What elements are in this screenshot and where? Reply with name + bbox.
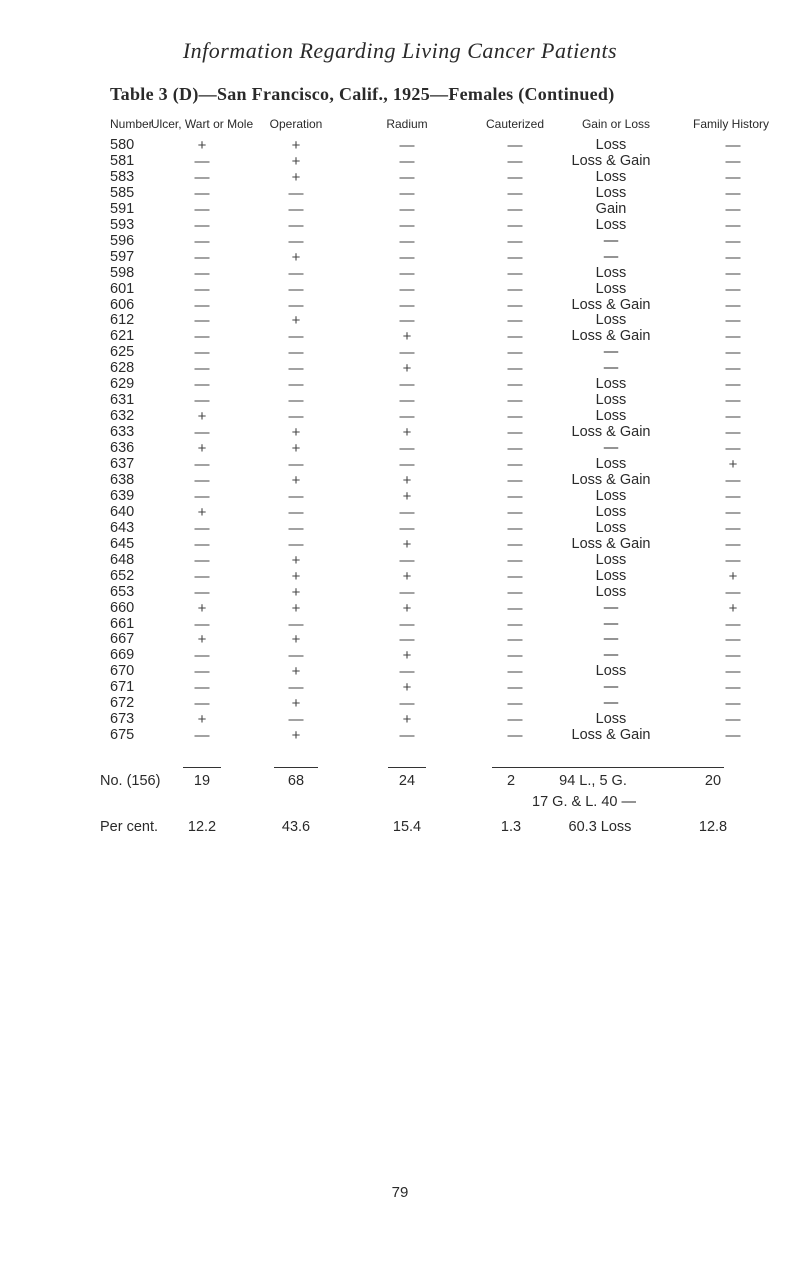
cell-radium: — bbox=[399, 137, 415, 154]
cell-number: 673 bbox=[110, 711, 135, 727]
cell-radium: — bbox=[399, 552, 415, 569]
cell-ulcer: — bbox=[194, 488, 210, 505]
cell-cauterized: — bbox=[507, 440, 523, 457]
total-rule-radium bbox=[388, 767, 426, 768]
cell-family-history: — bbox=[725, 360, 741, 377]
cell-cauterized: — bbox=[507, 472, 523, 489]
cell-operation: — bbox=[288, 281, 304, 298]
cell-radium: + bbox=[402, 568, 412, 585]
cell-ulcer: — bbox=[194, 201, 210, 218]
cell-number: 660 bbox=[110, 600, 135, 616]
cell-number: 670 bbox=[110, 663, 135, 679]
cell-family-history: + bbox=[728, 568, 738, 585]
cell-cauterized: — bbox=[507, 185, 523, 202]
cell-family-history: — bbox=[725, 328, 741, 345]
cell-family-history: — bbox=[725, 265, 741, 282]
percent-label: Per cent. bbox=[100, 819, 159, 835]
cell-gain-loss: Loss bbox=[595, 663, 627, 679]
cell-cauterized: — bbox=[507, 568, 523, 585]
percent-gain-loss: 60.3 Loss bbox=[568, 819, 632, 835]
cell-operation: + bbox=[291, 727, 301, 744]
cell-gain-loss: Loss & Gain bbox=[571, 297, 651, 313]
cell-number: 637 bbox=[110, 456, 135, 472]
cell-operation: — bbox=[288, 504, 304, 521]
cell-ulcer: — bbox=[194, 265, 210, 282]
cell-number: 638 bbox=[110, 472, 135, 488]
cell-radium: — bbox=[399, 663, 415, 680]
cell-family-history: — bbox=[725, 504, 741, 521]
cell-radium: — bbox=[399, 504, 415, 521]
cell-number: 652 bbox=[110, 568, 135, 584]
cell-cauterized: — bbox=[507, 328, 523, 345]
cell-number: 633 bbox=[110, 424, 135, 440]
cell-ulcer: + bbox=[197, 137, 207, 154]
cell-family-history: — bbox=[725, 631, 741, 648]
cell-ulcer: — bbox=[194, 217, 210, 234]
cell-cauterized: — bbox=[507, 727, 523, 744]
percent-radium: 15.4 bbox=[392, 819, 422, 835]
cell-cauterized: — bbox=[507, 456, 523, 473]
cell-operation: — bbox=[288, 408, 304, 425]
cell-gain-loss: Loss & Gain bbox=[571, 472, 651, 488]
cell-operation: + bbox=[291, 169, 301, 186]
cell-operation: — bbox=[288, 616, 304, 633]
cell-gain-loss: Loss & Gain bbox=[571, 424, 651, 440]
percent-operation: 43.6 bbox=[281, 819, 311, 835]
cell-family-history: — bbox=[725, 552, 741, 569]
cell-ulcer: + bbox=[197, 600, 207, 617]
cell-family-history: — bbox=[725, 616, 741, 633]
cell-radium: + bbox=[402, 424, 412, 441]
cell-family-history: — bbox=[725, 233, 741, 250]
cell-cauterized: — bbox=[507, 169, 523, 186]
cell-gain-loss: Loss bbox=[595, 169, 627, 185]
cell-ulcer: — bbox=[194, 568, 210, 585]
cell-operation: + bbox=[291, 137, 301, 154]
cell-family-history: — bbox=[725, 408, 741, 425]
cell-radium: — bbox=[399, 695, 415, 712]
cell-gain-loss: — bbox=[603, 344, 619, 360]
cell-family-history: — bbox=[725, 647, 741, 664]
cell-number: 581 bbox=[110, 153, 135, 169]
cell-family-history: — bbox=[725, 536, 741, 553]
col-header-operation: Operation bbox=[269, 117, 323, 131]
cell-cauterized: — bbox=[507, 695, 523, 712]
percent-ulcer: 12.2 bbox=[187, 819, 217, 835]
cell-gain-loss: Loss bbox=[595, 185, 627, 201]
cell-number: 669 bbox=[110, 647, 135, 663]
cell-ulcer: — bbox=[194, 185, 210, 202]
total-rule-right bbox=[492, 767, 724, 768]
cell-cauterized: — bbox=[507, 376, 523, 393]
cell-number: 596 bbox=[110, 233, 135, 249]
cell-radium: + bbox=[402, 679, 412, 696]
cell-operation: — bbox=[288, 297, 304, 314]
totals-cauterized: 2 bbox=[506, 773, 516, 789]
cell-family-history: — bbox=[725, 137, 741, 154]
cell-family-history: — bbox=[725, 488, 741, 505]
cell-cauterized: — bbox=[507, 616, 523, 633]
cell-radium: — bbox=[399, 281, 415, 298]
cell-operation: + bbox=[291, 631, 301, 648]
cell-radium: — bbox=[399, 233, 415, 250]
cell-operation: — bbox=[288, 344, 304, 361]
cell-ulcer: — bbox=[194, 536, 210, 553]
cell-number: 629 bbox=[110, 376, 135, 392]
cell-gain-loss: Loss bbox=[595, 456, 627, 472]
cell-ulcer: — bbox=[194, 344, 210, 361]
cell-operation: + bbox=[291, 552, 301, 569]
cell-operation: + bbox=[291, 584, 301, 601]
totals-label: No. (156) bbox=[100, 773, 161, 789]
cell-operation: — bbox=[288, 488, 304, 505]
cell-ulcer: — bbox=[194, 472, 210, 489]
cell-number: 621 bbox=[110, 328, 135, 344]
cell-radium: — bbox=[399, 153, 415, 170]
cell-operation: + bbox=[291, 472, 301, 489]
cell-gain-loss: — bbox=[603, 631, 619, 647]
cell-cauterized: — bbox=[507, 233, 523, 250]
cell-gain-loss: Loss bbox=[595, 265, 627, 281]
cell-operation: — bbox=[288, 233, 304, 250]
cell-gain-loss: — bbox=[603, 647, 619, 663]
cell-gain-loss: — bbox=[603, 616, 619, 632]
cell-operation: + bbox=[291, 568, 301, 585]
cell-gain-loss: — bbox=[603, 233, 619, 249]
cell-ulcer: — bbox=[194, 679, 210, 696]
cell-family-history: — bbox=[725, 249, 741, 266]
page-header: Information Regarding Living Cancer Patients bbox=[182, 38, 618, 63]
cell-radium: — bbox=[399, 456, 415, 473]
cell-ulcer: — bbox=[194, 233, 210, 250]
cell-cauterized: — bbox=[507, 552, 523, 569]
cell-operation: + bbox=[291, 440, 301, 457]
table-title: Table 3 (D)—San Francisco, Calif., 1925—Females (Continued) bbox=[110, 84, 615, 104]
col-header-number: Number bbox=[110, 117, 153, 131]
col-header-radium: Radium bbox=[386, 117, 428, 131]
percent-cauterized: 1.3 bbox=[500, 819, 522, 835]
cell-cauterized: — bbox=[507, 137, 523, 154]
cell-gain-loss: Loss bbox=[595, 392, 627, 408]
cell-operation: — bbox=[288, 217, 304, 234]
cell-gain-loss: Loss bbox=[595, 408, 627, 424]
cell-operation: — bbox=[288, 201, 304, 218]
cell-cauterized: — bbox=[507, 679, 523, 696]
cell-family-history: — bbox=[725, 440, 741, 457]
cell-operation: — bbox=[288, 328, 304, 345]
cell-ulcer: — bbox=[194, 392, 210, 409]
cell-family-history: — bbox=[725, 392, 741, 409]
cell-ulcer: — bbox=[194, 456, 210, 473]
cell-family-history: — bbox=[725, 695, 741, 712]
cell-gain-loss: Loss bbox=[595, 488, 627, 504]
cell-gain-loss: Loss & Gain bbox=[571, 536, 651, 552]
cell-ulcer: — bbox=[194, 360, 210, 377]
cell-ulcer: — bbox=[194, 312, 210, 329]
cell-cauterized: — bbox=[507, 584, 523, 601]
cell-family-history: — bbox=[725, 472, 741, 489]
cell-cauterized: — bbox=[507, 520, 523, 537]
cell-operation: — bbox=[288, 360, 304, 377]
cell-operation: + bbox=[291, 153, 301, 170]
cell-cauterized: — bbox=[507, 647, 523, 664]
cell-family-history: — bbox=[725, 424, 741, 441]
cell-operation: + bbox=[291, 424, 301, 441]
cell-ulcer: — bbox=[194, 328, 210, 345]
cell-gain-loss: Loss & Gain bbox=[571, 328, 651, 344]
cell-ulcer: — bbox=[194, 663, 210, 680]
cell-radium: + bbox=[402, 647, 412, 664]
cell-operation: — bbox=[288, 536, 304, 553]
cell-ulcer: — bbox=[194, 249, 210, 266]
cell-number: 636 bbox=[110, 440, 135, 456]
cell-cauterized: — bbox=[507, 312, 523, 329]
cell-operation: — bbox=[288, 185, 304, 202]
cell-radium: — bbox=[399, 520, 415, 537]
col-header-family-history: Family History bbox=[692, 117, 770, 131]
cell-family-history: — bbox=[725, 169, 741, 186]
totals-family: 20 bbox=[704, 773, 722, 789]
cell-cauterized: — bbox=[507, 631, 523, 648]
cell-ulcer: — bbox=[194, 552, 210, 569]
totals-radium: 24 bbox=[398, 773, 416, 789]
cell-number: 639 bbox=[110, 488, 135, 504]
cell-ulcer: — bbox=[194, 727, 210, 744]
cell-ulcer: + bbox=[197, 631, 207, 648]
cell-gain-loss: — bbox=[603, 695, 619, 711]
cell-radium: + bbox=[402, 472, 412, 489]
cell-radium: — bbox=[399, 376, 415, 393]
cell-cauterized: — bbox=[507, 217, 523, 234]
total-rule-operation bbox=[274, 767, 318, 768]
cell-number: 591 bbox=[110, 201, 135, 217]
totals-gain-loss: 94 L., 5 G. bbox=[559, 773, 627, 789]
cell-radium: — bbox=[399, 297, 415, 314]
cell-radium: — bbox=[399, 265, 415, 282]
cell-radium: + bbox=[402, 711, 412, 728]
cell-operation: — bbox=[288, 456, 304, 473]
cell-radium: — bbox=[399, 185, 415, 202]
cell-cauterized: — bbox=[507, 344, 523, 361]
cell-number: 653 bbox=[110, 584, 135, 600]
cell-cauterized: — bbox=[507, 153, 523, 170]
cell-cauterized: — bbox=[507, 392, 523, 409]
cell-ulcer: — bbox=[194, 281, 210, 298]
cell-operation: — bbox=[288, 711, 304, 728]
cell-operation: — bbox=[288, 392, 304, 409]
cell-cauterized: — bbox=[507, 297, 523, 314]
cell-ulcer: — bbox=[194, 584, 210, 601]
cell-radium: — bbox=[399, 344, 415, 361]
cell-gain-loss: Loss & Gain bbox=[571, 727, 651, 743]
cell-family-history: — bbox=[725, 344, 741, 361]
cell-radium: — bbox=[399, 312, 415, 329]
cell-radium: + bbox=[402, 488, 412, 505]
cell-number: 672 bbox=[110, 695, 135, 711]
cell-ulcer: — bbox=[194, 695, 210, 712]
totals-gain-loss-line2: 17 G. & L. 40 — bbox=[532, 794, 636, 810]
cell-number: 632 bbox=[110, 408, 135, 424]
cell-ulcer: — bbox=[194, 647, 210, 664]
cell-cauterized: — bbox=[507, 281, 523, 298]
cell-family-history: — bbox=[725, 217, 741, 234]
cell-number: 598 bbox=[110, 265, 135, 281]
cell-radium: — bbox=[399, 440, 415, 457]
percent-family: 12.8 bbox=[698, 819, 728, 835]
col-header-gain-loss: Gain or Loss bbox=[581, 117, 651, 131]
cell-gain-loss: — bbox=[603, 360, 619, 376]
cell-gain-loss: Loss & Gain bbox=[571, 153, 651, 169]
cell-cauterized: — bbox=[507, 488, 523, 505]
cell-cauterized: — bbox=[507, 536, 523, 553]
cell-family-history: — bbox=[725, 584, 741, 601]
cell-gain-loss: Loss bbox=[595, 217, 627, 233]
cell-number: 583 bbox=[110, 169, 135, 185]
cell-radium: — bbox=[399, 584, 415, 601]
col-header-ulcer: Ulcer, Wart or Mole bbox=[150, 117, 254, 131]
cell-gain-loss: Loss bbox=[595, 376, 627, 392]
cell-number: 606 bbox=[110, 297, 135, 313]
cell-ulcer: — bbox=[194, 153, 210, 170]
cell-gain-loss: Loss bbox=[595, 281, 627, 297]
cell-gain-loss: Gain bbox=[595, 201, 627, 217]
cell-ulcer: + bbox=[197, 711, 207, 728]
cell-gain-loss: Loss bbox=[595, 504, 627, 520]
cell-number: 612 bbox=[110, 312, 135, 328]
cell-number: 628 bbox=[110, 360, 135, 376]
cell-radium: + bbox=[402, 328, 412, 345]
cell-number: 648 bbox=[110, 552, 135, 568]
cell-operation: + bbox=[291, 312, 301, 329]
cell-ulcer: + bbox=[197, 440, 207, 457]
cell-number: 631 bbox=[110, 392, 135, 408]
cell-family-history: + bbox=[728, 456, 738, 473]
cell-family-history: — bbox=[725, 520, 741, 537]
cell-cauterized: — bbox=[507, 265, 523, 282]
total-rule-ulcer bbox=[183, 767, 221, 768]
cell-gain-loss: — bbox=[603, 679, 619, 695]
cell-family-history: — bbox=[725, 679, 741, 696]
cell-family-history: — bbox=[725, 297, 741, 314]
cell-family-history: — bbox=[725, 312, 741, 329]
cell-family-history: — bbox=[725, 727, 741, 744]
cell-ulcer: — bbox=[194, 376, 210, 393]
cell-number: 593 bbox=[110, 217, 135, 233]
cell-number: 643 bbox=[110, 520, 135, 536]
cell-operation: — bbox=[288, 265, 304, 282]
cell-cauterized: — bbox=[507, 504, 523, 521]
cell-family-history: — bbox=[725, 711, 741, 728]
totals-operation: 68 bbox=[287, 773, 305, 789]
cell-radium: — bbox=[399, 249, 415, 266]
cell-radium: — bbox=[399, 217, 415, 234]
cell-cauterized: — bbox=[507, 201, 523, 218]
cell-number: 645 bbox=[110, 536, 135, 552]
cell-operation: — bbox=[288, 647, 304, 664]
cell-number: 675 bbox=[110, 727, 135, 743]
cell-number: 580 bbox=[110, 137, 135, 153]
cell-cauterized: — bbox=[507, 663, 523, 680]
cell-operation: + bbox=[291, 600, 301, 617]
cell-number: 601 bbox=[110, 281, 135, 297]
cell-radium: — bbox=[399, 201, 415, 218]
cell-operation: — bbox=[288, 376, 304, 393]
cell-number: 597 bbox=[110, 249, 135, 265]
cell-family-history: — bbox=[725, 185, 741, 202]
cell-radium: + bbox=[402, 360, 412, 377]
cell-operation: + bbox=[291, 695, 301, 712]
cell-number: 661 bbox=[110, 616, 135, 632]
cell-operation: — bbox=[288, 520, 304, 537]
col-header-cauterized: Cauterized bbox=[485, 117, 545, 131]
cell-ulcer: — bbox=[194, 424, 210, 441]
cell-family-history: — bbox=[725, 281, 741, 298]
page-number: 79 bbox=[391, 1184, 409, 1201]
cell-gain-loss: — bbox=[603, 600, 619, 616]
cell-radium: — bbox=[399, 631, 415, 648]
cell-radium: + bbox=[402, 536, 412, 553]
cell-family-history: + bbox=[728, 600, 738, 617]
cell-cauterized: — bbox=[507, 711, 523, 728]
cell-ulcer: — bbox=[194, 616, 210, 633]
cell-radium: — bbox=[399, 727, 415, 744]
cell-cauterized: — bbox=[507, 360, 523, 377]
cell-gain-loss: Loss bbox=[595, 520, 627, 536]
cell-radium: — bbox=[399, 169, 415, 186]
cell-family-history: — bbox=[725, 153, 741, 170]
cell-ulcer: — bbox=[194, 169, 210, 186]
cell-ulcer: + bbox=[197, 408, 207, 425]
cell-number: 640 bbox=[110, 504, 135, 520]
cell-number: 671 bbox=[110, 679, 135, 695]
cell-cauterized: — bbox=[507, 408, 523, 425]
cell-gain-loss: Loss bbox=[595, 584, 627, 600]
cell-cauterized: — bbox=[507, 600, 523, 617]
cell-gain-loss: Loss bbox=[595, 137, 627, 153]
cell-number: 667 bbox=[110, 631, 135, 647]
cell-radium: — bbox=[399, 392, 415, 409]
cell-radium: — bbox=[399, 616, 415, 633]
cell-gain-loss: — bbox=[603, 440, 619, 456]
cell-gain-loss: Loss bbox=[595, 711, 627, 727]
cell-radium: + bbox=[402, 600, 412, 617]
cell-ulcer: — bbox=[194, 297, 210, 314]
cell-family-history: — bbox=[725, 376, 741, 393]
cell-operation: + bbox=[291, 663, 301, 680]
totals-ulcer: 19 bbox=[193, 773, 211, 789]
cell-cauterized: — bbox=[507, 249, 523, 266]
cell-number: 625 bbox=[110, 344, 135, 360]
cell-family-history: — bbox=[725, 663, 741, 680]
cell-gain-loss: Loss bbox=[595, 552, 627, 568]
cell-operation: + bbox=[291, 249, 301, 266]
cell-number: 585 bbox=[110, 185, 135, 201]
cell-family-history: — bbox=[725, 201, 741, 218]
cell-gain-loss: Loss bbox=[595, 568, 627, 584]
cell-operation: — bbox=[288, 679, 304, 696]
cell-cauterized: — bbox=[507, 424, 523, 441]
cell-ulcer: + bbox=[197, 504, 207, 521]
cell-gain-loss: Loss bbox=[595, 312, 627, 328]
cell-ulcer: — bbox=[194, 520, 210, 537]
cell-gain-loss: — bbox=[603, 249, 619, 265]
cell-radium: — bbox=[399, 408, 415, 425]
